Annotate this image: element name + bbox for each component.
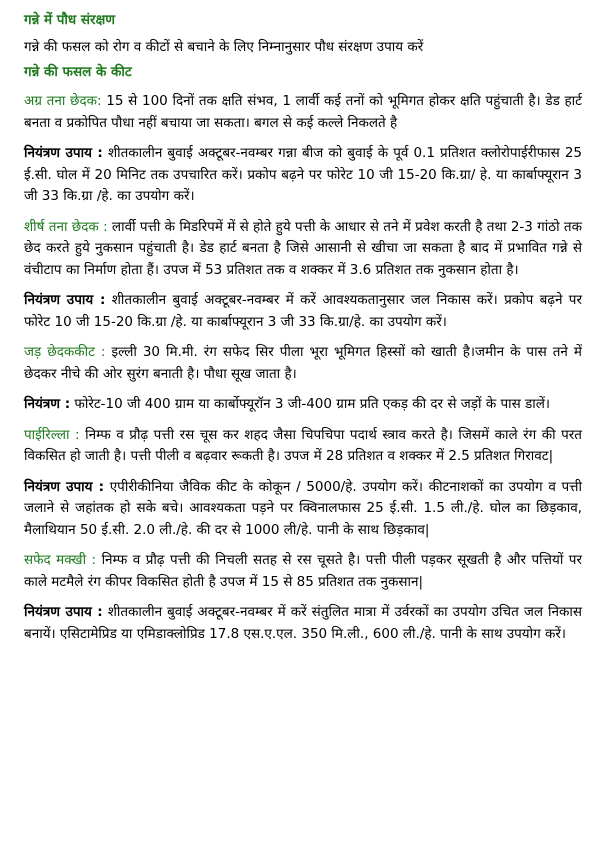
control-text: शीतकालीन बुवाई अक्टूबर-नवम्बर में करें संतुलित मात्रा में उर्वरकों का उपयोग उचित जल निकास बनायें। एसिटामेप्रिड या एमिडाक्लोप्रिड 17.8 एस.ए.एल. 350 मि.ली., 600 ली./हे. पानी के साथ उपयोग करें। — [24, 604, 582, 642]
control-measure — [24, 477, 582, 542]
control-label: नियंत्रण उपाय : — [24, 145, 103, 161]
pest-description — [24, 217, 582, 282]
control-measure — [24, 290, 582, 333]
control-measure — [24, 394, 582, 416]
control-label: नियंत्रण : — [24, 396, 71, 412]
control-measure — [24, 143, 582, 208]
control-text: फोरेट-10 जी 400 ग्राम या कार्बोफ्यूरॉन 3 जी-400 ग्राम प्रति एकड़ की दर से जड़ों के पास डालें। — [70, 396, 551, 412]
pest-description — [24, 342, 582, 385]
control-label: नियंत्रण उपाय : — [24, 478, 105, 495]
pest-text: लार्वी पत्ती के मिडरिपमें में से होते हुये पत्ती के आधार से तने में प्रवेश करती है तथा 2-3 गांठो तक छेद करते हुये नुकसान पहुंचाती है। डेड हार्ट बनता है जिसे आसानी से खीचा जा सकता है बाद में प्रभावित गन्ने से वंचीटाप का निर्माण होता हैं। उपज में 53 प्रतिशत तक व शक्कर में 3.6 प्रतिशत तक नुकसान होता है। — [24, 218, 582, 278]
pest-description — [24, 425, 582, 468]
control-text: शीतकालीन बुवाई अक्टूबर-नवम्बर गन्ना बीज को बुवाई के पूर्व 0.1 प्रतिशत क्लोरोपाईरीफास 25 ई.सी. घोल में 20 मिनिट तक उपचारित करें। प्रकोप बढ़ने पर फोरेट 10 जी 15-20 कि.ग्रा/ हे. या कार्बाफ्यूरान 3 जी 33 कि.ग्रा /हे. का उपयोग करें। — [24, 145, 583, 204]
pest-description — [24, 550, 582, 593]
pest-name: सफेद मक्खी : — [24, 552, 97, 568]
main-heading: गन्ने में पौध संरक्षण — [24, 12, 116, 28]
pest-name: जड़ छेदककीट : — [24, 344, 106, 360]
pest-text: 15 से 100 दिनों तक क्षति संभव, 1 लार्वी कई तनों को भूमिगत होकर क्षति पहुंचाती है। डेड हार्ट बनता व प्रकोपित पौधा नहीं बचाया जा सकता। बगल से कई कल्ले निकलते है — [24, 93, 582, 131]
pest-text: निम्फ व प्रौढ़ पत्ती की निचली सतह से रस चूसते है। पत्ती पीली पड़कर सूखती है और पत्तियों पर काले मटमैले रंग कीपर विकसित होती है उपज में 15 से 85 प्रतिशत तक नुकसान| — [24, 552, 582, 590]
pest-text: इल्ली 30 मि.मी. रंग सफेद सिर पीला भूरा भूमिगत हिस्सों को खाती है।जमीन के पास तने में छेदकर नीचे की ओर सुरंग बनाती है। पौधा सूख जाता है। — [24, 344, 582, 382]
control-label: नियंत्रण उपाय : — [24, 292, 106, 308]
pest-name: अग्र तना छेदक: — [24, 93, 102, 109]
pest-description — [24, 91, 582, 134]
control-label: नियंत्रण उपाय : — [24, 604, 103, 620]
control-text: एपीरीकीनिया जैविक कीट के कोकून / 5000/हे. उपयोग करें। कीटनाशकों का उपयोग व पत्ती जलाने से जहांतक हो सके बचे। आवश्यकता पड़ने पर क्विनालफास 25 ई.सी. 1.5 ली./हे. घोल का छिड़काव, मैलाथियान 50 ई.सी. 2.0 ली./हे. की दर से 1000 ली/हे. पानी के साथ छिड़काव| — [24, 478, 582, 538]
control-measure — [24, 602, 582, 645]
control-text: शीतकालीन बुवाई अक्टूबर-नवम्बर में करें आवश्यकतानुसार जल निकास करें। प्रकोप बढ़ने पर फोरेट 10 जी 15-20 कि.ग्रा /हे. या कार्बाफ्यूरान 3 जी 33 कि.ग्रा/हे. का उपयोग करें। — [24, 292, 582, 330]
pest-name: पाईरिल्ला : — [24, 426, 80, 443]
pests-heading: गन्ने की फसल के कीट — [24, 64, 132, 80]
intro-text: गन्ने की फसल को रोग व कीटों से बचाने के लिए निम्नानुसार पौध संरक्षण उपाय करें — [24, 39, 424, 55]
pest-name: शीर्ष तना छेदक : — [24, 218, 108, 235]
pest-text: निम्फ व प्रौढ़ पत्ती रस चूस कर शहद जैसा चिपचिपा पदार्थ स्त्राव करते है। जिसमें काले रंग की परत विकसित हो जाती है। पत्ती पीली व बढ़वार रूकती है। उपज में 28 प्रतिशत व शक्कर में 2.5 प्रतिशत गिरावट| — [24, 426, 582, 464]
